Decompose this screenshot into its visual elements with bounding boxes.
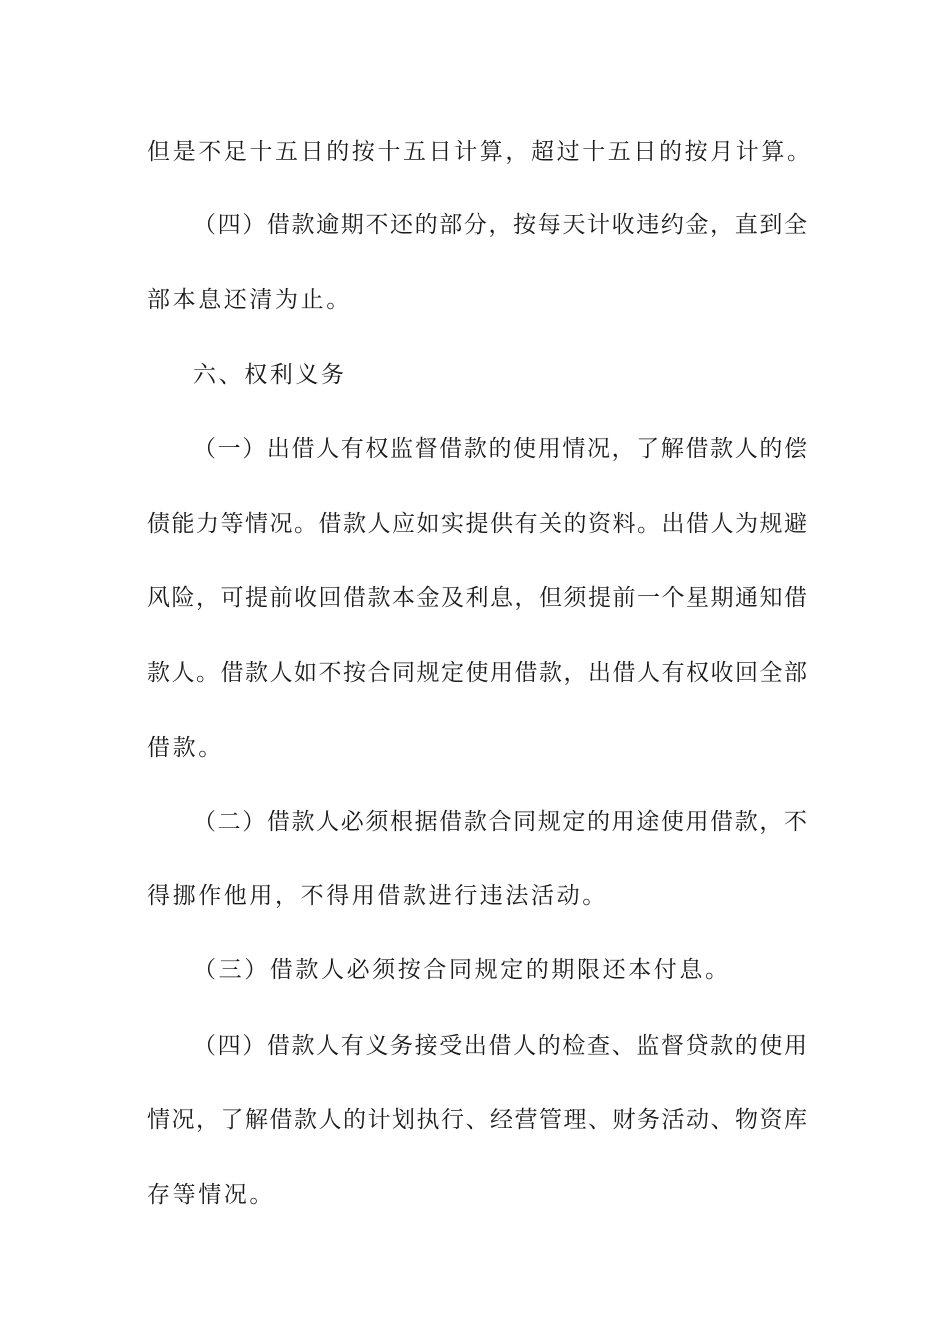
paragraph-line: 借款。: [147, 735, 224, 761]
paragraph-line: 得挪作他用，不得用借款进行违法活动。: [147, 883, 608, 909]
section-heading: 六、权利义务: [193, 362, 347, 388]
paragraph-line: 存等情况。: [147, 1182, 275, 1208]
paragraph-line: （四）借款人有义务接受出借人的检查、监督贷款的使用: [193, 1033, 807, 1059]
paragraph-line: 但是不足十五日的按十五日计算，超过十五日的按月计算。: [147, 139, 813, 165]
paragraph-line: （三）借款人必须按合同规定的期限还本付息。: [193, 957, 731, 983]
paragraph-line: （四）借款逾期不还的部分，按每天计收违约金，直到全: [193, 212, 807, 238]
paragraph-line: 债能力等情况。借款人应如实提供有关的资料。出借人为规避: [147, 511, 807, 537]
paragraph-line: （一）出借人有权监督借款的使用情况，了解借款人的偿: [193, 436, 807, 462]
paragraph-line: 情况，了解借款人的计划执行、经营管理、财务活动、物资库: [147, 1107, 807, 1133]
paragraph-line: 部本息还清为止。: [147, 287, 352, 313]
paragraph-line: 风险，可提前收回借款本金及利息，但须提前一个星期通知借: [147, 585, 807, 611]
paragraph-line: 款人。借款人如不按合同规定使用借款，出借人有权收回全部: [147, 660, 807, 686]
paragraph-line: （二）借款人必须根据借款合同规定的用途使用借款，不: [193, 809, 807, 835]
